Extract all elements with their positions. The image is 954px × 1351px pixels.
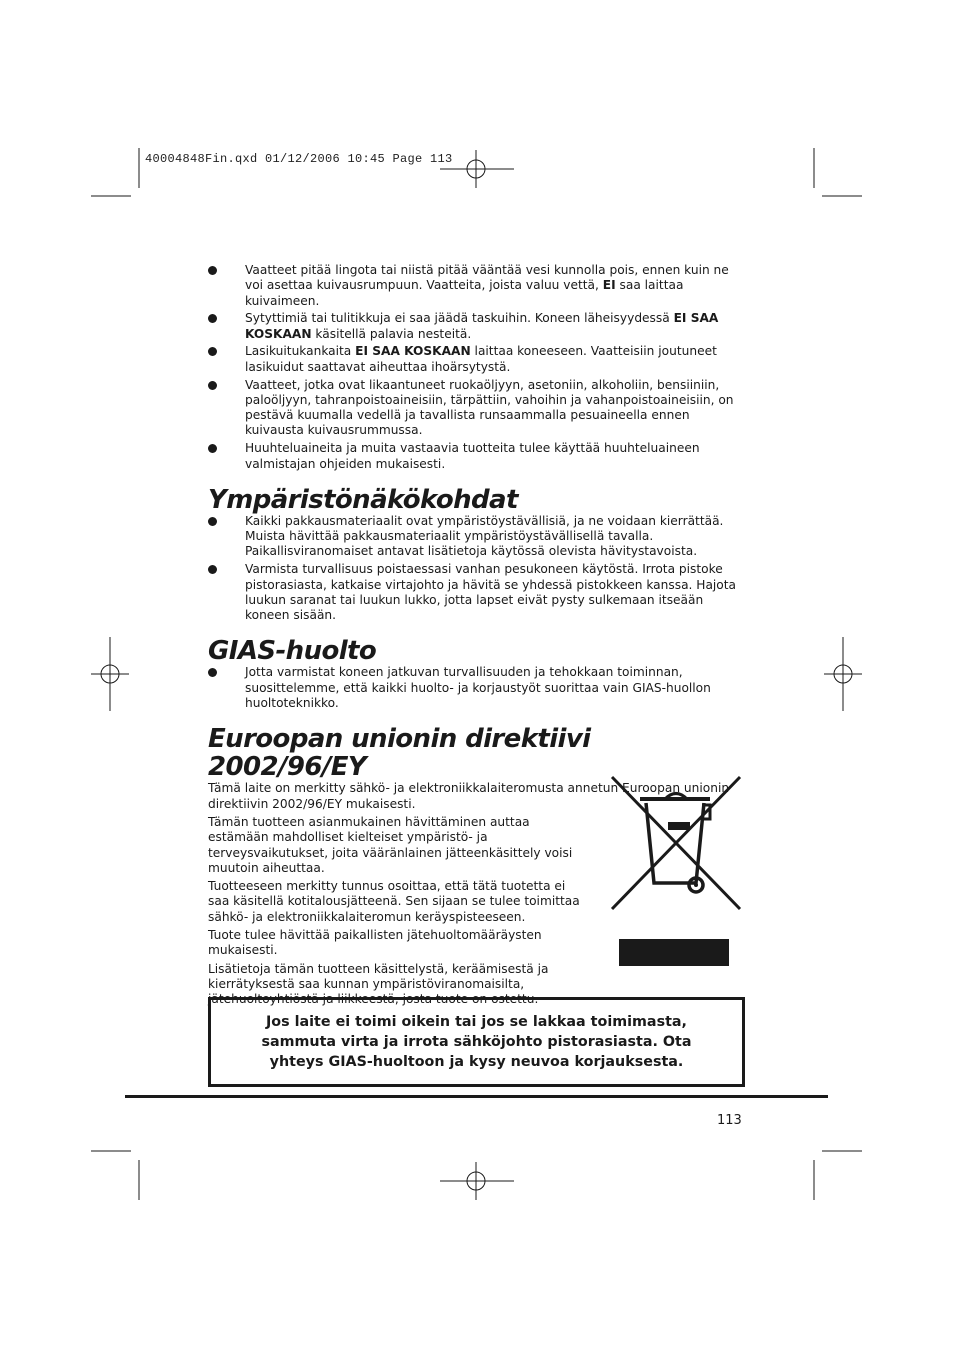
bullet-icon xyxy=(208,444,217,453)
crossed-out-wheelie-bin-icon xyxy=(610,775,742,915)
service-bullet-list xyxy=(208,665,748,711)
bullet-icon xyxy=(208,668,217,677)
section-title-directive: Euroopan unionin direktiivi 2002/96/EY xyxy=(208,724,591,783)
paragraph: Tuote tulee hävittää paikallisten jätehuoltomääräysten mukaisesti. xyxy=(208,928,542,958)
paragraph: Tämän tuotteen asianmukainen hävittäminen auttaa estämään mahdolliset kielteiset ympäristö- ja terveysvaikutukset, joita vääränlainen jätteenkäsittely voisi muutoin aiheuttaa. xyxy=(208,814,573,875)
list-item: Huuhteluaineita ja muita vastaavia tuotteita tulee käyttää huuhteluaineen valmistajan ohjeiden mukaisesti. xyxy=(208,441,748,472)
bullet-icon xyxy=(208,347,217,356)
page-number: 113 xyxy=(717,1113,742,1128)
service-notice-box: Jos laite ei toimi oikein tai jos se lakkaa toimimasta, sammuta virta ja irrota sähköjohto pistorasiasta. Ota yhteys GIAS-huoltoon ja kysy neuvoa korjauksesta. xyxy=(208,997,745,1087)
paragraph: Tuotteeseen merkitty tunnus osoittaa, että tätä tuotetta ei saa käsitellä kotitalousjätteenä. Sen sijaan se tulee toimittaa sähkö- ja elektroniikkalaiteromun keräyspisteeseen. xyxy=(208,879,580,924)
bullet-icon xyxy=(208,565,217,574)
safety-bullet-list xyxy=(208,263,748,472)
weee-black-bar xyxy=(619,939,729,966)
section-title-environment: Ympäristönäkökohdat xyxy=(208,484,518,515)
directive-intro: Tämä laite on merkitty sähkö- ja elektroniikkalaiteromusta annetun Euroopan unionin direktiivin 2002/96/EY mukaisesti. xyxy=(208,781,730,811)
bullet-icon xyxy=(208,314,217,323)
section-title-service: GIAS-huolto xyxy=(208,636,377,667)
directive-paragraphs xyxy=(208,815,580,1008)
list-item: Vaatteet pitää lingota tai niistä pitää vääntää vesi kunnolla pois, ennen kuin ne voi asettaa kuivausrumpuun. Vaatteita, joista valuu vettä, EI saa laittaa kuivaimeen. xyxy=(208,263,748,309)
bullet-icon xyxy=(208,517,217,526)
list-item: Lasikuitukankaita EI SAA KOSKAAN laittaa koneeseen. Vaatteisiin joutuneet lasikuidut saattavat aiheuttaa ihoärsytystä. xyxy=(208,344,748,375)
bullet-icon xyxy=(208,381,217,390)
print-slug: 40004848Fin.qxd 01/12/2006 10:45 Page 113 xyxy=(145,152,453,166)
list-item: Varmista turvallisuus poistaessasi vanhan pesukoneen käytöstä. Irrota pistoke pistorasiasta, katkaise virtajohto ja hävitä se yhdessä pistokkeen kanssa. Hajota luukun saranat tai luukun lukko, jotta lapset eivät pysty sulkemaan itseään koneen sisään. xyxy=(208,562,748,623)
footer-rule xyxy=(125,1095,828,1098)
list-item: Vaatteet, jotka ovat likaantuneet ruokaöljyyn, asetoniin, alkoholiin, bensiiniin, paloöljyyn, tahranpoistoaineisiin, tärpättiin, vahoihin ja vahanpoistoaineisiin, on pestävä kuumalla vedellä ja tavallista runsaammalla pesuaineella ennen kuivausta kuivausrummussa. xyxy=(208,378,748,439)
list-item: Jotta varmistat koneen jatkuvan turvallisuuden ja tehokkaan toiminnan, suosittelemme, että kaikki huolto- ja korjaustyöt suorittaa vain GIAS-huollon huoltoteknikko. xyxy=(208,665,748,711)
paragraph: Lisätietoja tämän tuotteen käsittelystä, keräämisestä ja kierrätyksestä saa kunnan ympäristöviranomaisilta, jätehuoltoyhtiöstä ja liikkeestä, josta tuote on ostettu. xyxy=(208,961,549,1007)
list-item: Kaikki pakkausmateriaalit ovat ympäristöystävällisiä, ja ne voidaan kierrättää. Muista hävittää pakkausmateriaalit ympäristöystävällisellä tavalla. Paikallisviranomaiset antavat lisätietoja käytössä olevista hävitystavoista. xyxy=(208,514,748,560)
environment-bullet-list xyxy=(208,514,748,624)
list-item: Sytyttimiä tai tulitikkuja ei saa jäädä taskuihin. Koneen läheisyydessä EI SAA KOSKAAN käsitellä palavia nesteitä. xyxy=(208,311,748,342)
bullet-icon xyxy=(208,266,217,275)
